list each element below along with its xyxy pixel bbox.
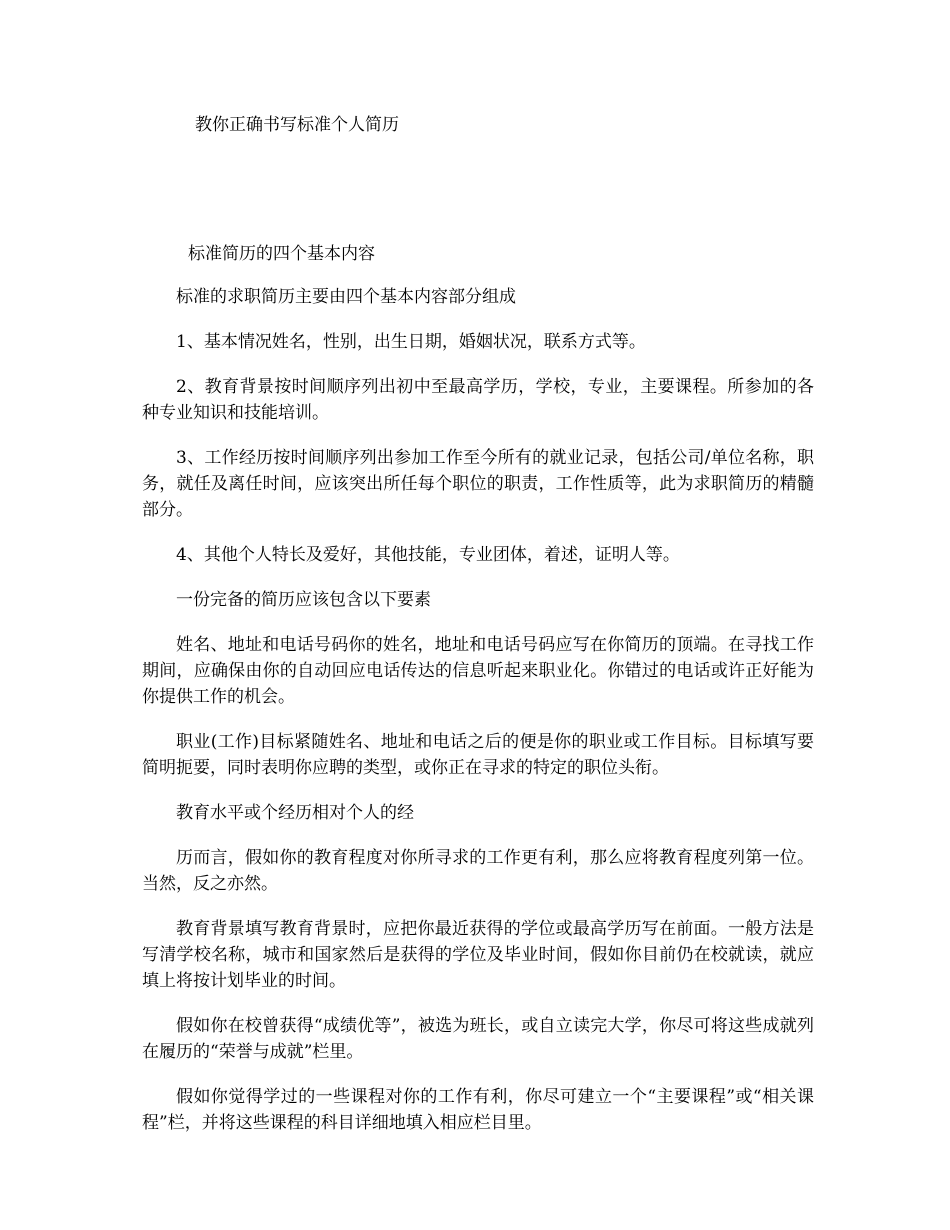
paragraph-other-skills: 4、其他个人特长及爱好，其他技能，专业团体，着述，证明人等。 [176,545,680,565]
document-body [142,284,814,1155]
paragraph-courses: 假如你觉得学过的一些课程对你的工作有利，你尽可建立一个“主要课程”或“相关课程”栏，并将这些课程的科目详细地填入相应栏目里。 [142,1087,814,1133]
paragraph-intro: 标准的求职简历主要由四个基本内容部分组成 [176,287,516,307]
paragraph-honors: 假如你在校曾获得“成绩优等”，被选为班长，或自立读完大学，你尽可将这些成就列在履历的“荣誉与成就”栏里。 [142,1016,814,1062]
paragraph-education-order: 历而言，假如你的教育程度对你所寻求的工作更有利，那么应将教育程度列第一位。当然，反之亦然。 [142,848,814,894]
paragraph-elements-intro: 一份完备的简历应该包含以下要素 [176,590,431,610]
paragraph-name-address-phone: 姓名、地址和电话号码你的姓名，地址和电话号码应写在你简历的顶端。在寻找工作期间，应确保由你的自动回应电话传达的信息听起来职业化。你错过的电话或许正好能为你提供工作的机会。 [142,635,814,707]
paragraph-career-objective: 职业(工作)目标紧随姓名、地址和电话之后的便是你的职业或工作目标。目标填写要简明扼要，同时表明你应聘的类型，或你正在寻求的特定的职位头衔。 [142,732,814,778]
paragraph-education-or-experience: 教育水平或个经历相对个人的经 [176,803,414,823]
document-title: 教你正确书写标准个人简历 [195,115,399,135]
paragraph-education-background: 2、教育背景按时间顺序列出初中至最高学历，学校，专业，主要课程。所参加的各种专业知识和技能培训。 [142,377,814,423]
section-heading: 标准简历的四个基本内容 [188,244,375,264]
paragraph-work-experience: 3、工作经历按时间顺序列出参加工作至今所有的就业记录，包括公司/单位名称，职务，就任及离任时间，应该突出所任每个职位的职责，工作性质等，此为求职简历的精髓部分。 [142,448,814,520]
paragraph-education-fill: 教育背景填写教育背景时，应把你最近获得的学位或最高学历写在前面。一般方法是写清学校名称，城市和国家然后是获得的学位及毕业时间，假如你目前仍在校就读，就应填上将按计划毕业的时间。 [142,919,814,991]
paragraph-basic-info: 1、基本情况姓名，性别，出生日期，婚姻状况，联系方式等。 [176,332,646,352]
